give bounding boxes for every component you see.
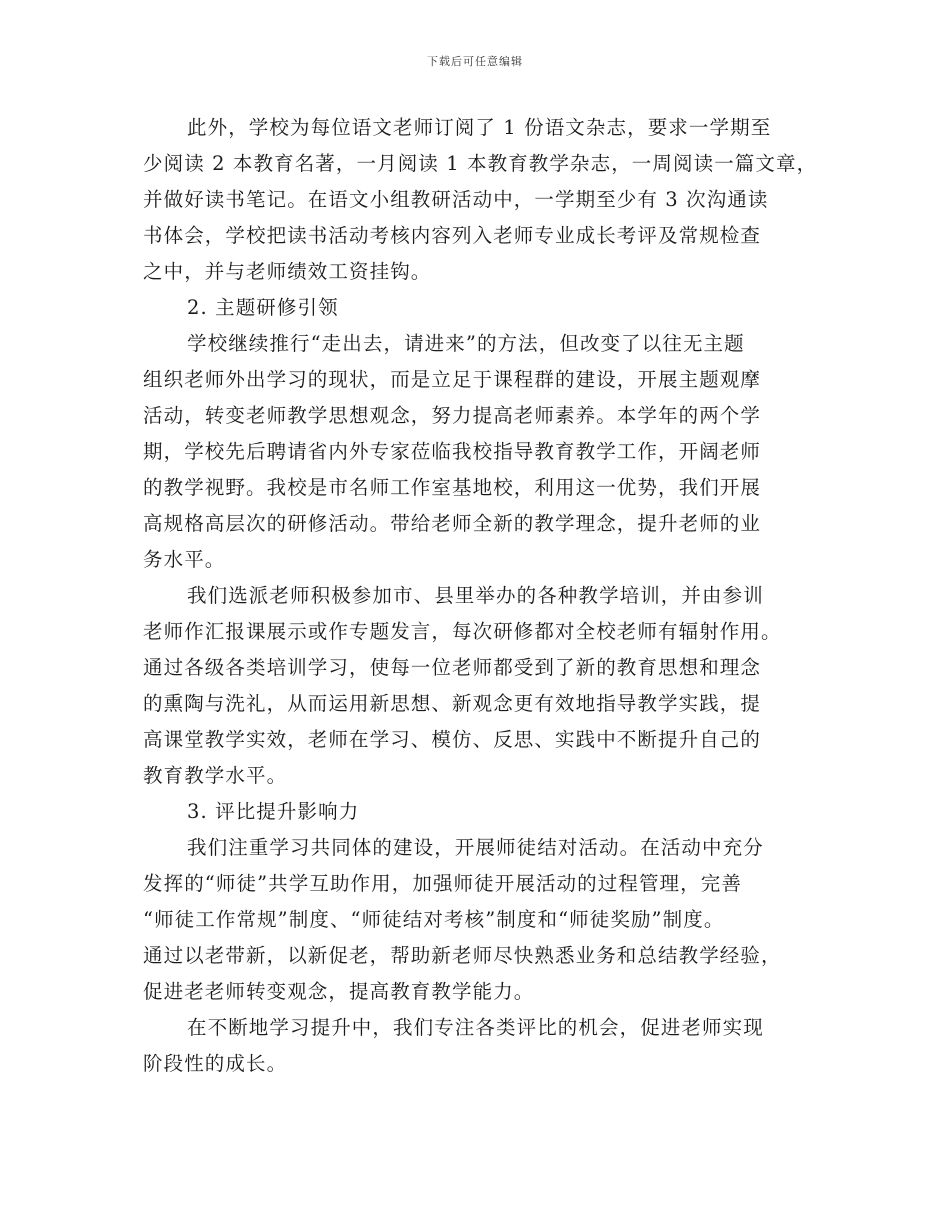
paragraph-line: 学校继续推行“走出去，请进来”的方法，但改变了以往无主题 [187, 332, 745, 355]
section-heading: 3. 评比提升影响力 [187, 800, 360, 823]
paragraph-line: 此外，学校为每位语文老师订阅了 1 份语文杂志，要求一学期至 [187, 116, 772, 139]
paragraph-line: 高课堂教学实效，老师在学习、模仿、反思、实践中不断提升自己的 [143, 728, 762, 751]
paragraph-line: 务水平。 [143, 548, 226, 571]
paragraph-line: 老师作汇报课展示或作专题发言，每次研修都对全校老师有辐射作用。 [143, 620, 782, 643]
paragraph-line: 通过以老带新，以新促老，帮助新老师尽快熟悉业务和总结教学经验， [143, 944, 782, 967]
paragraph-line: 活动，转变老师教学思想观念，努力提高老师素养。本学年的两个学 [143, 404, 762, 427]
paragraph-line: 促进老老师转变观念，提高教育教学能力。 [143, 980, 535, 1003]
paragraph-line: 高规格高层次的研修活动。带给老师全新的教学理念，提升老师的业 [143, 512, 762, 535]
section-heading: 2. 主题研修引领 [187, 296, 339, 319]
paragraph-line: 教育教学水平。 [143, 764, 288, 787]
paragraph-line: 我们选派老师积极参加市、县里举办的各种教学培训，并由参训 [187, 584, 764, 607]
paragraph-line: 我们注重学习共同体的建设，开展师徒结对活动。在活动中充分 [187, 836, 764, 859]
paragraph-line: 期，学校先后聘请省内外专家莅临我校指导教育教学工作，开阔老师 [143, 440, 762, 463]
paragraph-line: 之中，并与老师绩效工资挂钩。 [143, 260, 432, 283]
paragraph-line: 少阅读 2 本教育名著，一月阅读 1 本教育教学杂志，一周阅读一篇文章， [143, 152, 818, 175]
paragraph-line: 阶段性的成长。 [143, 1052, 288, 1075]
paragraph-line: 在不断地学习提升中，我们专注各类评比的机会，促进老师实现 [187, 1016, 764, 1039]
paragraph-line: 发挥的“师徒”共学互助作用，加强师徒开展活动的过程管理，完善 [143, 872, 742, 895]
paragraph-line: 的教学视野。我校是市名师工作室基地校，利用这一优势，我们开展 [143, 476, 762, 499]
page-header: 下载后可任意编辑 [427, 55, 523, 68]
paragraph-line: 并做好读书笔记。在语文小组教研活动中，一学期至少有 3 次沟通读 [143, 188, 769, 211]
paragraph-line: 的熏陶与洗礼，从而运用新思想、新观念更有效地指导教学实践，提 [143, 692, 762, 715]
paragraph-line: 书体会，学校把读书活动考核内容列入老师专业成长考评及常规检查 [143, 224, 762, 247]
paragraph-line: 通过各级各类培训学习，使每一位老师都受到了新的教育思想和理念 [143, 656, 762, 679]
document-body [143, 110, 833, 1082]
paragraph-line: 组织老师外出学习的现状，而是立足于课程群的建设，开展主题观摩 [143, 368, 762, 391]
paragraph-line: “师徒工作常规”制度、“师徒结对考核”制度和“师徒奖励”制度。 [143, 908, 725, 931]
